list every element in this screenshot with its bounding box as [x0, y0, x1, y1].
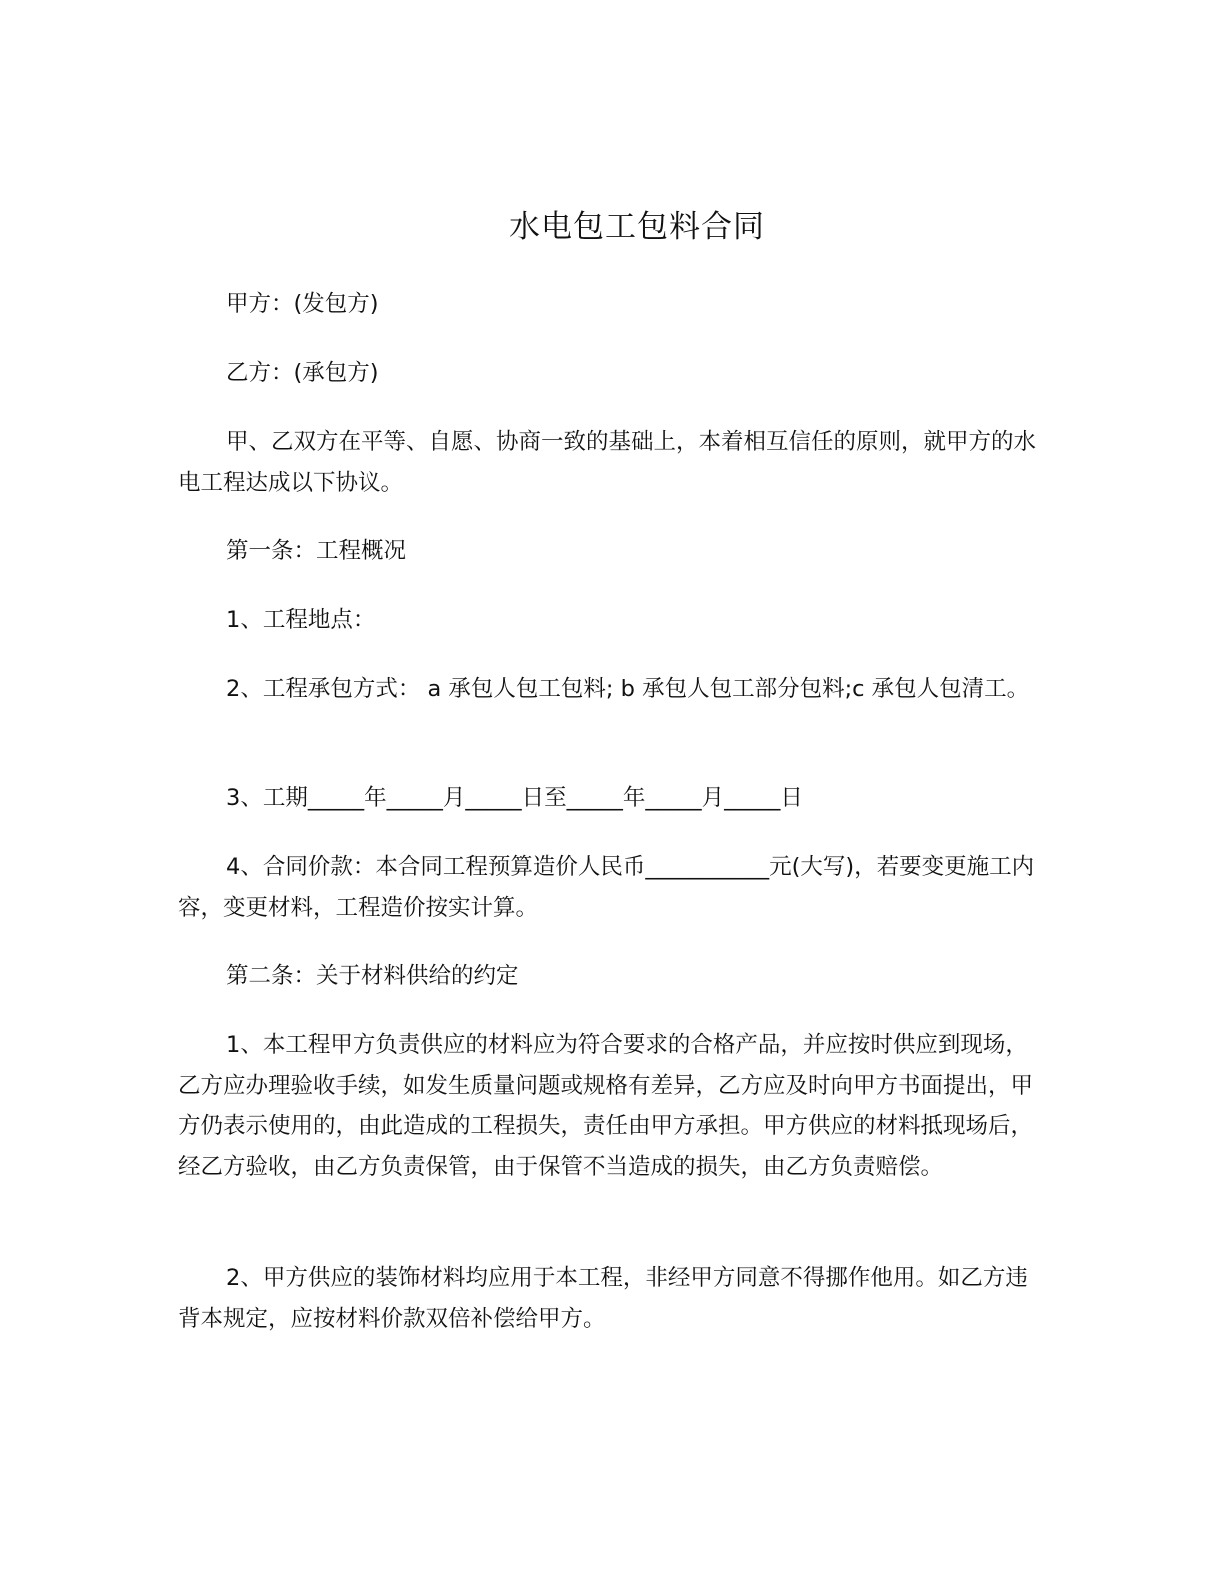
document-title: 水电包工包料合同: [509, 209, 765, 245]
clause-1-1: 1、工程地点：: [226, 607, 376, 633]
clause-2-2: 2、甲方供应的装饰材料均应用于本工程，非经甲方同意不得挪作他用。如乙方违背本规定，应按材料价款双倍补偿给甲方。: [178, 1265, 1028, 1332]
clause-2-1: 1、本工程甲方负责供应的材料应为符合要求的合格产品，并应按时供应到现场，乙方应办理验收手续，如发生质量问题或规格有差异，乙方应及时向甲方书面提出，甲方仍表示使用的，由此造成的工程损失，责任由甲方承担。甲方供应的材料抵现场后，经乙方验收，由乙方负责保管，由于保管不当造成的损失，由乙方负责赔偿。: [178, 1032, 1034, 1180]
article-2-heading: 第二条：关于材料供给的约定: [226, 963, 519, 989]
article-1-heading: 第一条：工程概况: [226, 538, 407, 564]
clause-1-3: 3、工期_____年_____月_____日至_____年_____月_____日: [226, 785, 803, 811]
clause-1-2: 2、工程承包方式： a 承包人包工包料; b 承包人包工部分包料;c 承包人包清工。: [226, 676, 1030, 702]
preamble-paragraph: 甲、乙双方在平等、自愿、协商一致的基础上，本着相互信任的原则，就甲方的水电工程达成以下协议。: [178, 429, 1037, 496]
clause-1-4: 4、合同价款：本合同工程预算造价人民币___________元(大写)，若要变更施工内容，变更材料，工程造价按实计算。: [178, 854, 1035, 921]
party-a-line: 甲方：(发包方): [226, 291, 379, 317]
party-b-line: 乙方：(承包方): [226, 360, 379, 386]
